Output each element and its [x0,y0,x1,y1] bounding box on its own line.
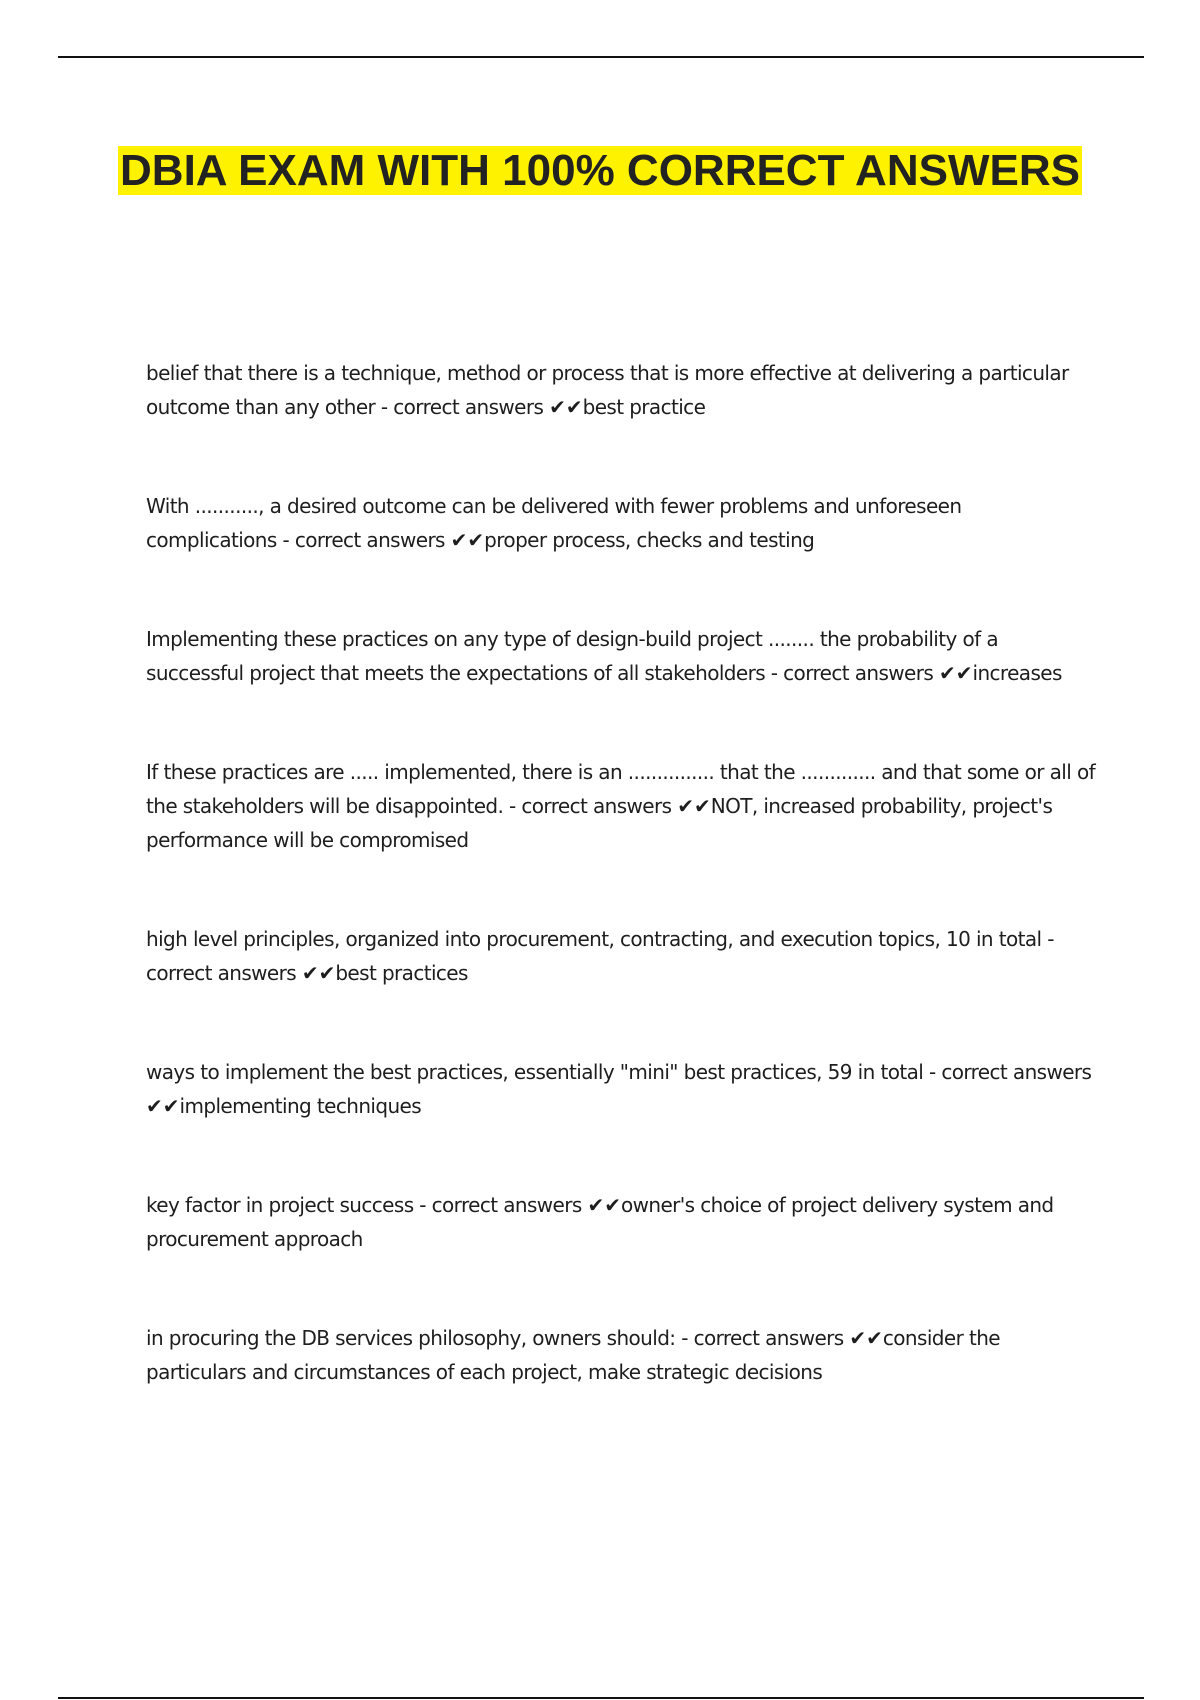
question-text: key factor in project success - correct answers [146,1193,588,1217]
question-text: ways to implement the best practices, essentially "mini" best practices, 59 in total - correct answers [146,1060,1092,1084]
check-mark-icon: ✔✔ [301,961,336,985]
question-text: With ..........., a desired outcome can be delivered with fewer problems and unforeseen complications - correct answers [146,494,962,552]
check-mark-icon: ✔✔ [938,661,973,685]
qa-item [146,356,1096,424]
qa-item [146,489,1096,557]
qa-item [146,622,1096,690]
answer-text: owner's choice of project delivery system and procurement approach [146,1193,1054,1251]
document-title: DBIA EXAM WITH 100% CORRECT ANSWERS [120,146,1080,195]
top-rule [58,56,1144,58]
question-text: in procuring the DB services philosophy, owners should: - correct answers [146,1326,850,1350]
question-text: high level principles, organized into procurement, contracting, and execution topics, 10 in total - correct answers [146,927,1054,985]
qa-list [146,356,1096,1389]
question-text: belief that there is a technique, method or process that is more effective at delivering a particular outcome than any other - correct answers [146,361,1069,419]
answer-text: best practices [335,961,468,985]
bottom-rule [58,1697,1144,1699]
check-mark-icon: ✔✔ [450,528,485,552]
check-mark-icon: ✔✔ [146,1094,180,1118]
qa-item [146,1055,1096,1123]
answer-text: increases [972,661,1062,685]
qa-item [146,922,1096,990]
answer-text: implementing techniques [179,1094,422,1118]
answer-text: best practice [582,395,706,419]
qa-item [146,1321,1096,1389]
title-block [0,142,1200,199]
qa-item [146,1188,1096,1256]
answer-text: proper process, checks and testing [484,528,815,552]
check-mark-icon: ✔✔ [677,794,711,818]
check-mark-icon: ✔✔ [849,1326,883,1350]
check-mark-icon: ✔✔ [587,1193,621,1217]
question-text: Implementing these practices on any type of design-build project ........ the probability of a successful project that meets the expectations of all stakeholders - correct answers [146,627,998,685]
answer-text: consider the particulars and circumstances of each project, make strategic decisions [146,1326,1000,1384]
answer-text: NOT, increased probability, project's performance will be compromised [146,794,1053,852]
check-mark-icon: ✔✔ [549,395,583,419]
qa-item [146,755,1096,857]
question-text: If these practices are ..... implemented, there is an ............... that the ............. and that some or all of the stakeholders will be disappointed. - correct answers [146,760,1096,818]
